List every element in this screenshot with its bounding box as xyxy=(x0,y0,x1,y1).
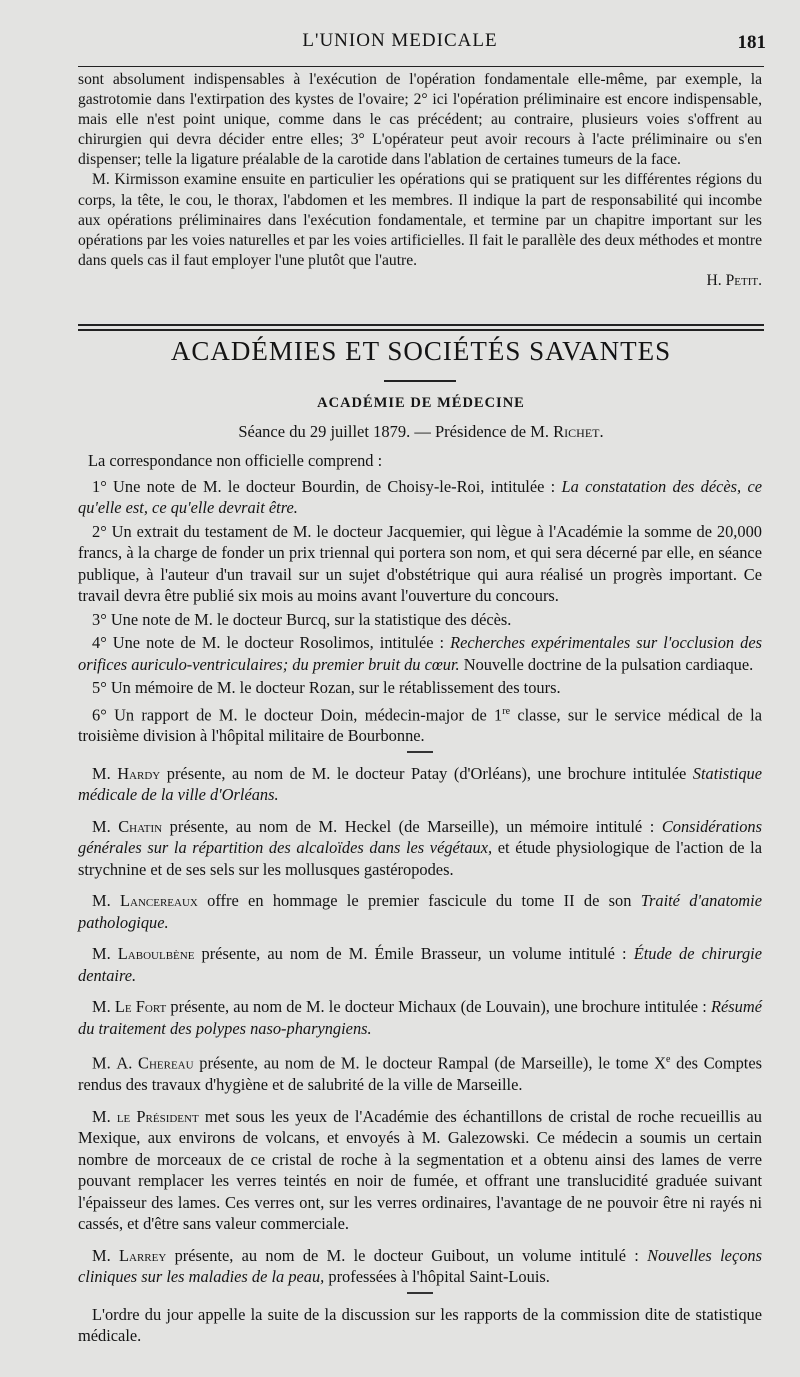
header-rule xyxy=(78,66,764,67)
separator xyxy=(407,1292,433,1294)
correspondence-intro: La correspondance non officielle comprend : xyxy=(88,451,383,470)
section-rule xyxy=(78,329,764,331)
section-rule xyxy=(78,324,764,326)
list-item: 3° Une note de M. le docteur Burcq, sur la statistique des décès. xyxy=(92,609,512,629)
running-head: L'UNION MEDICALE xyxy=(302,30,498,51)
session-report xyxy=(78,450,762,1349)
presentation-chatin: M. Chatin présente, au nom de M. Heckel (de Marseille), un mémoire intitulé : Considérations générales sur la répartition des alcaloïdes dans les végétaux, et étude physiologique de l'action de la strychnine et de ses sels sur les mollusques gastéropodes. xyxy=(78,816,762,879)
presentation-lancereaux: M. Lancereaux offre en hommage le premier fascicule du tome II de son Traité d'anatomie pathologique. xyxy=(78,891,762,932)
session-line: Séance du 29 juillet 1879. — Présidence de M. Richet. xyxy=(238,422,604,441)
presentation-larrey: M. Larrey présente, au nom de M. le docteur Guibout, un volume intitulé : Nouvelles leçons cliniques sur les maladies de la peau, professées à l'hôpital Saint-Louis. xyxy=(78,1245,762,1287)
presentation-president: M. le Président met sous les yeux de l'Académie des échantillons de cristal de roche recueillis au Mexique, aux environs de volcans, et envoyés à M. Galezowski. Ce médecin a soumis un certain nombre de morceaux de ce cristal de roche à la segmentation et a obtenu ainsi des lames de verre pouvant remplacer les verres teintés en noir de fumée, et offrant une translucidité graduée suivant l'épaisseur des lames. Ces verres ont, sur les verres ordinaires, l'avantage de ne pouvoir être ni rayés ni cassés, et d'être sans valeur commerciale. xyxy=(78,1106,762,1234)
paragraph: sont absolument indispensables à l'exécution de l'opération fondamentale elle-même, par exemple, la gastrotomie dans l'extirpation des kystes de l'ovaire; 2° ici l'opération préliminaire est encore indispensable, mais elle n'est point unique, comme dans le cas précédent; au contraire, plusieurs voies s'offrent au chirurgien qui devra décider entre elles; 3° L'opérateur peut avoir recours à l'acte préliminaire ou s'en dispenser; telle la ligature préalable de la carotide dans l'ablation de certaines tumeurs de la face. xyxy=(78,71,762,169)
page-number: 181 xyxy=(737,32,766,53)
order-of-the-day: L'ordre du jour appelle la suite de la discussion sur les rapports de la commission dite de statistique médicale. xyxy=(78,1304,762,1346)
presentation-hardy: M. Hardy présente, au nom de M. le docteur Patay (d'Orléans), une brochure intitulée Statistique médicale de la ville d'Orléans. xyxy=(78,763,763,805)
list-item: 6° Un rapport de M. le docteur Doin, médecin-major de 1re classe, sur le service médical de la troisième division à l'hôpital militaire de Bourbonne. xyxy=(78,704,762,746)
page-header xyxy=(0,30,800,60)
section-title: ACADÉMIES ET SOCIÉTÉS SAVANTES xyxy=(170,336,672,366)
list-item: 2° Un extrait du testament de M. le docteur Jacquemier, qui lègue à l'Académie la somme de 20,000 francs, à la charge de fonder un prix triennal qui portera son nom, et qui sera décerné par elle, en séance publique, à l'auteur d'un travail sur un sujet d'obstétrique qui aura réalisé un progrès important. Ce travail devra être publié six mois au moins avant l'ouverture du concours. xyxy=(78,521,762,605)
presentation-lefort: M. Le Fort présente, au nom de M. le docteur Michaux (de Louvain), une brochure intitulée : Résumé du traitement des polypes naso-pharyngiens. xyxy=(78,997,762,1038)
list-item: 4° Une note de M. le docteur Rosolimos, intitulée : Recherches expérimentales sur l'occlusion des orifices auriculo-ventriculaires; du premier bruit du cœur. Nouvelle doctrine de la pulsation cardiaque. xyxy=(78,633,762,674)
author-signature: H. Petit. xyxy=(706,271,762,289)
previous-article-end xyxy=(78,70,762,291)
list-item: 1° Une note de M. le docteur Bourdin, de Choisy-le-Roi, intitulée : La constatation des décès, ce qu'elle est, ce qu'elle devrait être. xyxy=(78,476,762,517)
academy-heading: ACADÉMIE DE MÉDECINE xyxy=(317,395,525,411)
list-item: 5° Un mémoire de M. le docteur Rozan, sur le rétablissement des tours. xyxy=(92,678,561,697)
title-rule xyxy=(384,380,456,382)
separator xyxy=(407,751,433,753)
presentation-laboulbene: M. Laboulbène présente, au nom de M. Émile Brasseur, un volume intitulé : Étude de chirurgie dentaire. xyxy=(78,944,763,985)
paragraph: M. Kirmisson examine ensuite en particulier les opérations qui se pratiquent sur les différentes régions du corps, la tête, le cou, le thorax, l'abdomen et les membres. Il indique la part de responsabilité qui incombe aux opérations préliminaires dans l'exécution fondamentale, et termine par un chapitre important sur les opérations par les voies naturelles et par les voies artificielles. Il fait le parallèle des deux méthodes et montre dans quels cas il faut employer l'une plutôt que l'autre. xyxy=(78,171,762,269)
presentation-chereau: M. A. Chereau présente, au nom de M. le docteur Rampal (de Marseille), le tome Xe des Comptes rendus des travaux d'hygiène et de salubrité de la ville de Marseille. xyxy=(78,1053,762,1095)
